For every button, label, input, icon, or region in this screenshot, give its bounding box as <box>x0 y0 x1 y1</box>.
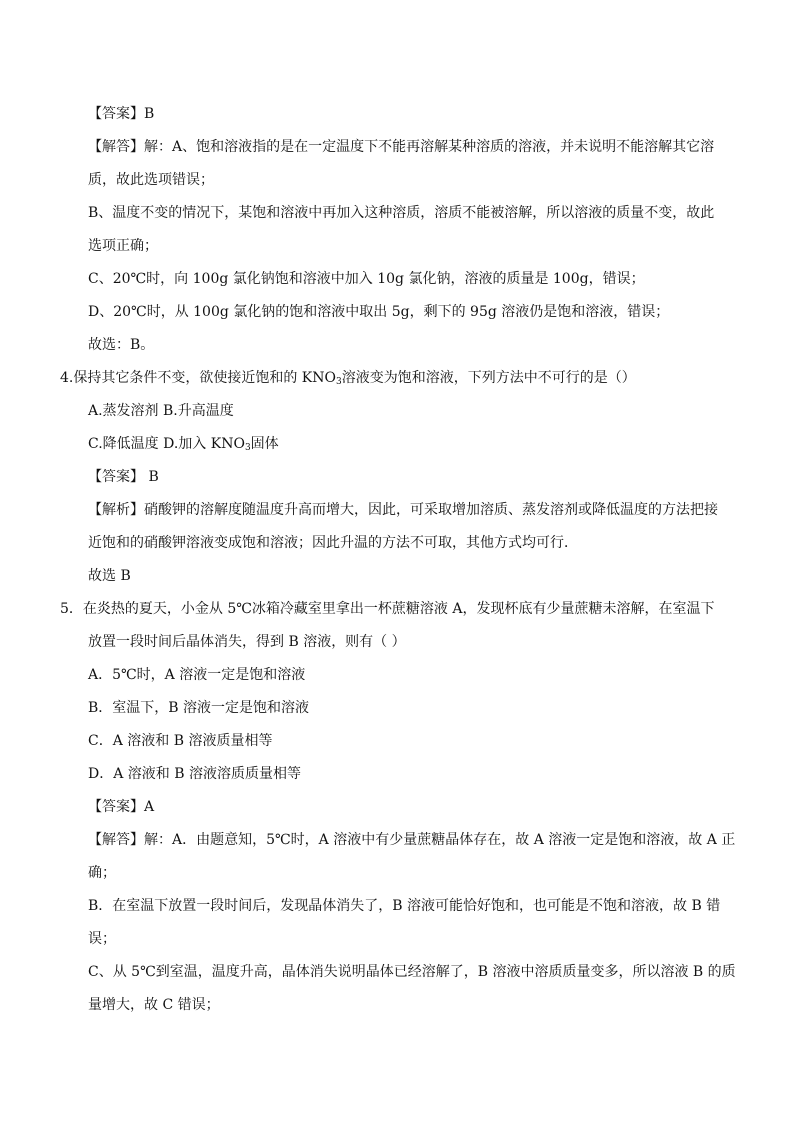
q4-options-line-2-before: C.降低温度 D.加入 KNO <box>88 436 245 452</box>
q4-options-line-2-after: 固体 <box>250 436 279 452</box>
q5-explanation-line-3: B．在室温下放置一段时间后，发现晶体消失了，B 溶液可能恰好饱和，也可能是不饱和溶液，故 B 错 <box>88 898 721 914</box>
q3-explanation-line-4: 选项正确； <box>88 238 158 254</box>
q4-options-line-1: A.蒸发溶剂 B.升高温度 <box>88 403 234 419</box>
q4-stem-after: 溶液变为饱和溶液，下列方法中不可行的是（） <box>341 370 636 386</box>
q5-explanation-line-2: 确； <box>88 865 116 881</box>
q4-options-line-2 <box>88 434 279 458</box>
q5-option-a: A．5℃时，A 溶液一定是饱和溶液 <box>88 667 306 683</box>
q5-option-b: B．室温下，B 溶液一定是饱和溶液 <box>88 700 310 716</box>
q4-analysis-line-1: 【解析】硝酸钾的溶解度随温度升高而增大，因此，可采取增加溶质、蒸发溶剂或降低温度的方法把接 <box>88 502 718 518</box>
q5-explanation-line-6: 量增大，故 C 错误； <box>88 997 220 1013</box>
q5-stem-line-1: 5．在炎热的夏天，小金从 5℃冰箱冷藏室里拿出一杯蔗糖溶液 A，发现杯底有少量蔗糖未溶解，在室温下 <box>60 601 715 617</box>
q4-analysis-line-2: 近饱和的硝酸钾溶液变成饱和溶液；因此升温的方法不可取，其他方式均可行． <box>88 535 578 551</box>
q4-choice: 故选 B <box>88 568 131 584</box>
q3-explanation-line-5: C、20℃时，向 100g 氯化钠饱和溶液中加入 10g 氯化钠，溶液的质量是 100g，错误； <box>88 271 645 287</box>
q5-option-c: C．A 溶液和 B 溶液质量相等 <box>88 733 273 749</box>
q4-stem-before: 4.保持其它条件不变，欲使接近饱和的 KNO <box>60 370 336 386</box>
q3-explanation-line-3: B、温度不变的情况下，某饱和溶液中再加入这种溶质，溶质不能被溶解，所以溶液的质量不变，故此 <box>88 205 715 221</box>
q4-answer: 【答案】 B <box>88 469 159 485</box>
q5-answer: 【答案】A <box>88 799 155 815</box>
q5-stem-line-2: 放置一段时间后晶体消失，得到 B 溶液，则有（ ） <box>88 634 406 650</box>
q5-option-d: D．A 溶液和 B 溶液溶质质量相等 <box>88 766 301 782</box>
q3-explanation-line-2: 质，故此选项错误； <box>88 172 214 188</box>
q4-stem-subscript: 3 <box>336 377 342 387</box>
q5-explanation-line-4: 误； <box>88 931 116 947</box>
q4-options-subscript: 3 <box>244 443 251 453</box>
q3-explanation-line-6: D、20℃时，从 100g 氯化钠的饱和溶液中取出 5g，剩下的 95g 溶液仍是饱和溶液，错误； <box>88 304 670 320</box>
q5-explanation-line-1: 【解答】解：A．由题意知，5℃时，A 溶液中有少量蔗糖晶体存在，故 A 溶液一定是饱和溶液，故 A 正 <box>88 832 736 848</box>
q3-explanation-line-1: 【解答】解：A、饱和溶液指的是在一定温度下不能再溶解某种溶质的溶液，并未说明不能溶解其它溶 <box>88 139 715 155</box>
q4-stem <box>60 368 636 392</box>
q3-answer: 【答案】B <box>88 106 155 122</box>
q3-choice: 故选：B。 <box>88 337 155 353</box>
q5-explanation-line-5: C、从 5℃到室温，温度升高，晶体消失说明晶体已经溶解了，B 溶液中溶质质量变多，所以溶液 B 的质 <box>88 964 736 980</box>
